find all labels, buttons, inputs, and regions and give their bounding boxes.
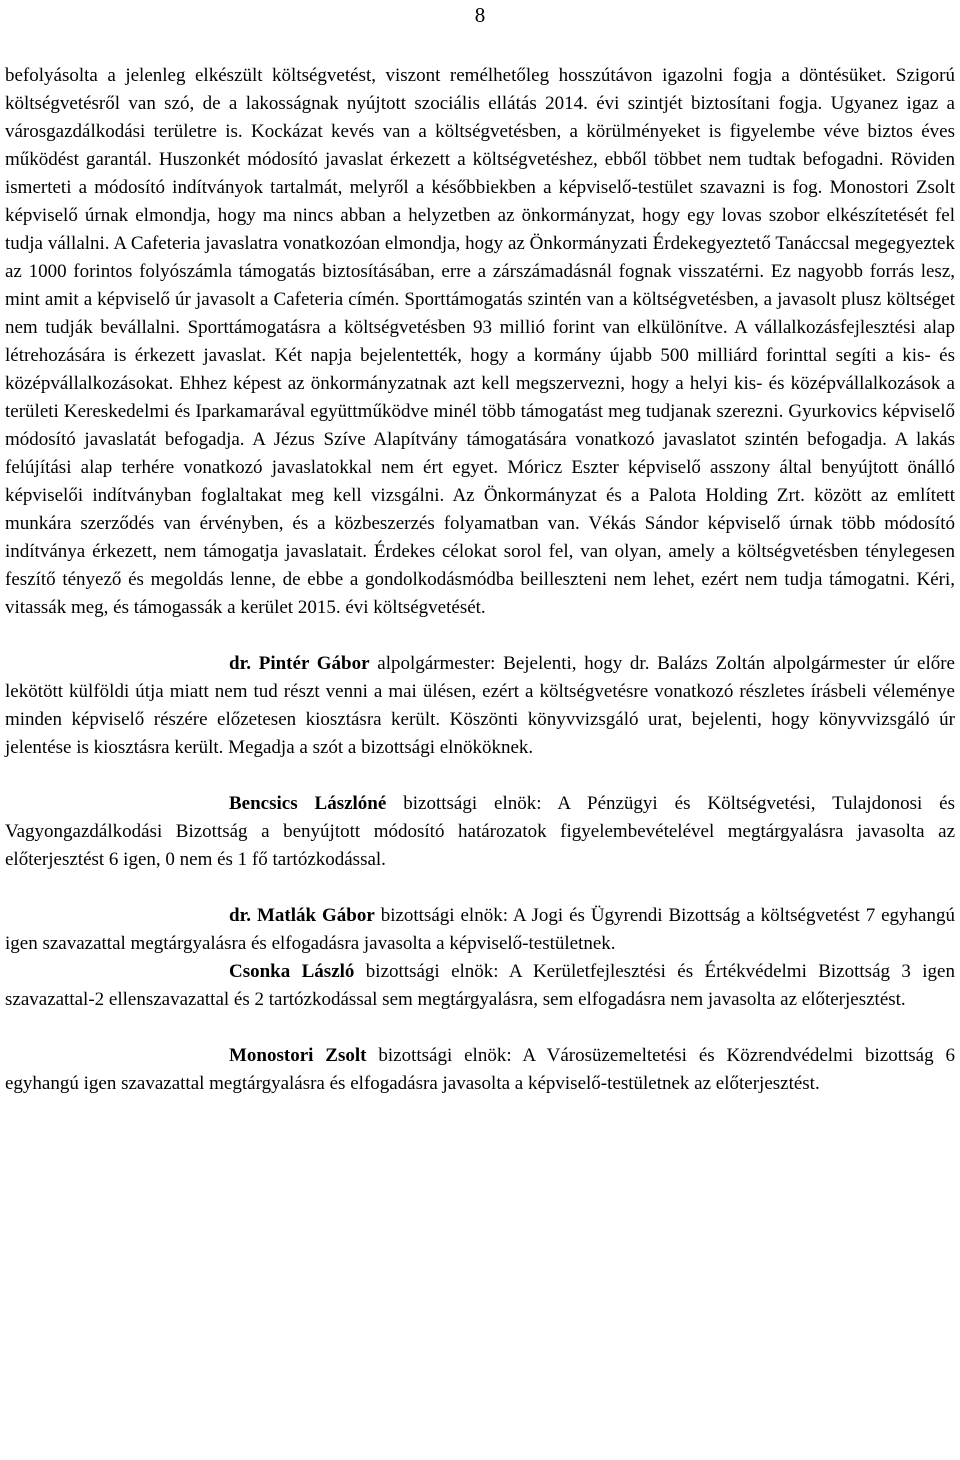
page-number: 8 [474,3,486,27]
speaker-prefix: dr. [229,653,259,674]
speaker-name: Monostori Zsolt [229,1045,367,1066]
paragraph-monostori-zsolt [5,1042,955,1098]
paragraph-bencsics-laszlone [5,790,955,874]
paragraph-pinter-gabor [5,650,955,762]
paragraph-matlak-gabor [5,902,955,958]
paragraph-budget-summary: befolyásolta a jelenleg elkészült költségvetést, viszont remélhetőleg hosszútávon igazolni fogja a döntésüket. Szigorú költségvetésről van szó, de a lakosságnak nyújtott szociális ellátás 2014. évi szintjét biztosítani fogja. Ugyanez igaz a városgazdálkodási területre is. Kockázat kevés van a költségvetésben, a körülményeket is figyelembe véve biztos éves működést garantál. Huszonkét módosító javaslat érkezett a költségvetéshez, ebből többet nem tudtak befogadni. Röviden ismerteti a módosító indítványok tartalmát, melyről a későbbiekben a képviselő-testület szavazni is fog. Monostori Zsolt képviselő úrnak elmondja, hogy ma nincs abban a helyzetben az önkormányzat, hogy egy lovas szobor elkészítetését fel tudja vállalni. A Cafeteria javaslatra vonatkozóan elmondja, hogy az Önkormányzati Érdekegyeztető Tanáccsal megegyeztek az 1000 forintos folyószámla támogatás biztosításában, erre a zárszámadásnál fognak visszatérni. Ez nagyobb forrás lesz, mint amit a képviselő úr javasolt a Cafeteria címén. Sporttámogatás szintén van a költségvetésben, a javasolt plusz költséget nem tudják bevállalni. Sporttámogatásra a költségvetésben 93 millió forint van elkülönítve. A vállalkozásfejlesztési alap létrehozására is érkezett javaslat. Két napja bejelentették, hogy a kormány újabb 500 milliárd forinttal segíti a kis- és középvállalkozásokat. Ehhez képest az önkormányzatnak azt kell megszervezni, hogy a helyi kis- és középvállalkozások a területi Kereskedelmi és Iparkamarával együttműködve minél több támogatást meg tudjanak szerezni. Gyurkovics képviselő módosító javaslatát befogadja. A Jézus Szíve Alapítvány támogatására vonatkozó javaslatot szintén befogadja. A lakás felújítási alap terhére vonatkozó javaslatokkal nem ért egyet. Móricz Eszter képviselő asszony által benyújtott önálló képviselői indítványban foglaltakat meg kell vizsgálni. Az Önkormányzat és a Palota Holding Zrt. között az említett munkára szerződés van érvényben, és a közbeszerzés folyamatban van. Vékás Sándor képviselő úrnak több módosító indítványa érkezett, nem támogatja javaslatait. Érdekes célokat sorol fel, van olyan, amely a költségvetésben ténylegesen feszítő tényező és megoldás lenne, de ebbe a gondolkodásmódba beilleszteni nem lehet, ezért nem tudja támogatni. Kéri, vitassák meg, és támogassák a kerület 2015. évi költségvetését. [5,65,955,618]
paragraph-text: bizottsági elnök: A Pénzügyi és Költségvetési, Tulajdonosi és Vagyongazdálkodási Bizottság a benyújtott módosító határozatok figyelembevételével megtárgyalásra javasolta az előterjesztést 6 igen, 0 nem és 1 fő tartózkodással. [5,793,955,870]
paragraph-csonka-laszlo [5,958,955,1014]
speaker-prefix: dr. [229,905,257,926]
speaker-name: Bencsics Lászlóné [229,793,387,814]
document-body [5,62,955,1098]
paragraph-text: alpolgármester: Bejelenti, hogy dr. Balázs Zoltán alpolgármester úr előre lekötött külföldi útja miatt nem tud részt venni a mai ülésen, ezért a költségvetésre vonatkozó részletes írásbeli véleménye minden képviselő részére előzetesen kiosztásra került. Köszönti könyvvizsgáló urat, bejelenti, hogy könyvvizsgáló úr jelentése is kiosztásra került. Megadja a szót a bizottsági elnököknek. [5,653,955,758]
speaker-name: Pintér Gábor [258,653,370,674]
paragraph-text: bizottsági elnök: A Városüzemeltetési és Közrendvédelmi bizottság 6 egyhangú igen szavazattal megtárgyalásra és elfogadásra javasolta a képviselő-testületnek az előterjesztést. [5,1045,955,1094]
paragraph-text: bizottsági elnök: A Kerületfejlesztési és Értékvédelmi Bizottság 3 igen szavazattal-2 ellenszavazattal és 2 tartózkodással sem megtárgyalásra, sem elfogadásra nem javasolta az előterjesztést. [5,961,955,1010]
speaker-name: Csonka László [229,961,355,982]
speaker-name: Matlák Gábor [256,905,375,926]
paragraph-text: bizottsági elnök: A Jogi és Ügyrendi Bizottság a költségvetést 7 egyhangú igen szavazattal megtárgyalásra és elfogadásra javasolta a képviselő-testületnek. [5,905,955,954]
